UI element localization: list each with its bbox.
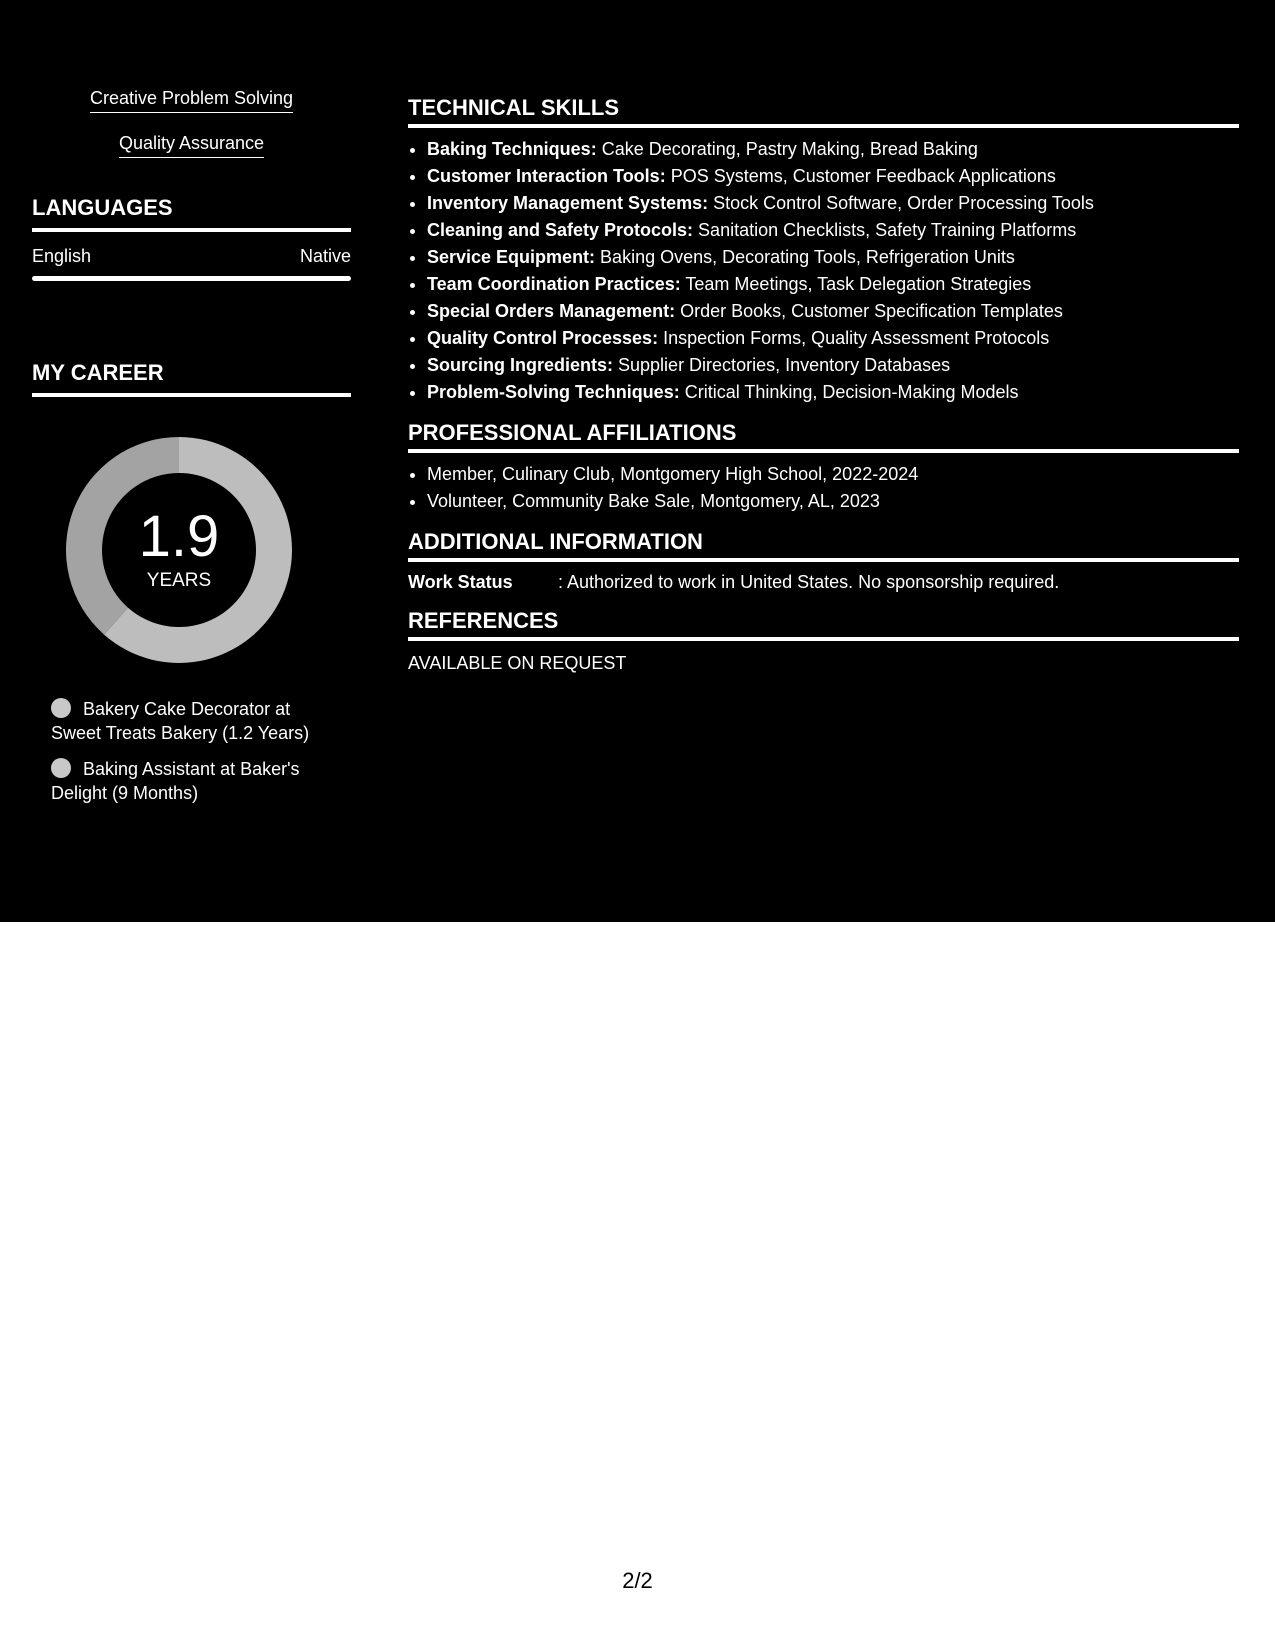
work-status-label: Work Status	[408, 572, 513, 592]
additional-info-heading: ADDITIONAL INFORMATION	[408, 529, 1239, 562]
career-section	[32, 359, 351, 805]
affiliations-section	[408, 420, 1239, 515]
skill-category: Problem-Solving Techniques:	[427, 382, 680, 402]
skill-item	[427, 298, 1239, 325]
skill-tag-label: Creative Problem Solving	[90, 86, 293, 113]
language-name: English	[32, 246, 92, 266]
technical-skills-heading: TECHNICAL SKILLS	[408, 95, 1239, 128]
skill-item	[427, 379, 1239, 406]
skill-details: Supplier Directories, Inventory Databases	[613, 355, 951, 375]
skill-category: Special Orders Management:	[427, 301, 676, 321]
skill-item	[427, 244, 1239, 271]
skill-category: Quality Control Processes:	[427, 328, 659, 348]
career-legend	[51, 697, 351, 805]
skill-details: Inspection Forms, Quality Assessment Protocols	[658, 328, 1050, 348]
references-section	[408, 608, 1239, 675]
references-text: AVAILABLE ON REQUEST	[408, 653, 627, 673]
sidebar	[32, 86, 351, 817]
skill-tag-item	[32, 131, 351, 158]
skill-category: Cleaning and Safety Protocols:	[427, 220, 694, 240]
skill-item	[427, 163, 1239, 190]
skill-details: Cake Decorating, Pastry Making, Bread Baking	[596, 139, 978, 159]
skill-item	[427, 325, 1239, 352]
career-legend-label: Baking Assistant at Baker's Delight (9 Months)	[51, 759, 300, 803]
references-heading: REFERENCES	[408, 608, 1239, 641]
skill-item	[427, 352, 1239, 379]
skill-category: Sourcing Ingredients:	[427, 355, 614, 375]
skill-item	[427, 217, 1239, 244]
skill-details: Order Books, Customer Specification Templates	[675, 301, 1063, 321]
language-proficiency-bar	[32, 276, 351, 281]
skill-details: POS Systems, Customer Feedback Applications	[665, 166, 1056, 186]
legend-dot-icon	[51, 698, 71, 718]
career-legend-item	[51, 757, 331, 805]
skill-category: Customer Interaction Tools:	[427, 166, 666, 186]
skill-item	[427, 271, 1239, 298]
legend-dot-icon	[51, 758, 71, 778]
languages-section	[32, 194, 351, 281]
skill-details: Sanitation Checklists, Safety Training Platforms	[693, 220, 1077, 240]
career-heading: MY CAREER	[32, 359, 351, 397]
skill-details: Baking Ovens, Decorating Tools, Refrigeration Units	[595, 247, 1015, 267]
main-content	[408, 95, 1239, 689]
skill-category: Service Equipment:	[427, 247, 596, 267]
language-row	[32, 244, 351, 276]
page-number: 2/2	[622, 1568, 653, 1593]
career-donut-chart	[66, 437, 292, 663]
affiliations-heading: PROFESSIONAL AFFILIATIONS	[408, 420, 1239, 453]
skill-item	[427, 136, 1239, 163]
career-total-value: 1.9	[138, 504, 220, 569]
technical-skills-list	[408, 136, 1239, 406]
skill-details: Team Meetings, Task Delegation Strategies	[680, 274, 1032, 294]
affiliation-item: • Volunteer, Community Bake Sale, Montgomery, AL, 2023	[427, 488, 1239, 515]
skill-details: Stock Control Software, Order Processing Tools	[708, 193, 1094, 213]
affiliations-list	[408, 461, 1239, 515]
affiliation-item: • Member, Culinary Club, Montgomery High School, 2022-2024	[427, 461, 1239, 488]
skill-category: Inventory Management Systems:	[427, 193, 709, 213]
skill-tag-label: Quality Assurance	[119, 131, 264, 158]
skill-details: Critical Thinking, Decision-Making Models	[679, 382, 1019, 402]
career-total-unit: YEARS	[146, 570, 212, 591]
career-legend-item	[51, 697, 331, 745]
skill-category: Team Coordination Practices:	[427, 274, 681, 294]
skill-category: Baking Techniques:	[427, 139, 597, 159]
languages-heading: LANGUAGES	[32, 194, 351, 232]
work-status-row	[408, 570, 1239, 594]
work-status-value: : Authorized to work in United States. No sponsorship required.	[558, 572, 1060, 592]
career-legend-label: Bakery Cake Decorator at Sweet Treats Bakery (1.2 Years)	[51, 699, 310, 743]
career-donut-center	[66, 437, 292, 663]
skill-tag-item	[32, 86, 351, 113]
additional-info-section	[408, 529, 1239, 594]
technical-skills-section	[408, 95, 1239, 406]
skill-item	[427, 190, 1239, 217]
language-level: Native	[299, 246, 351, 266]
